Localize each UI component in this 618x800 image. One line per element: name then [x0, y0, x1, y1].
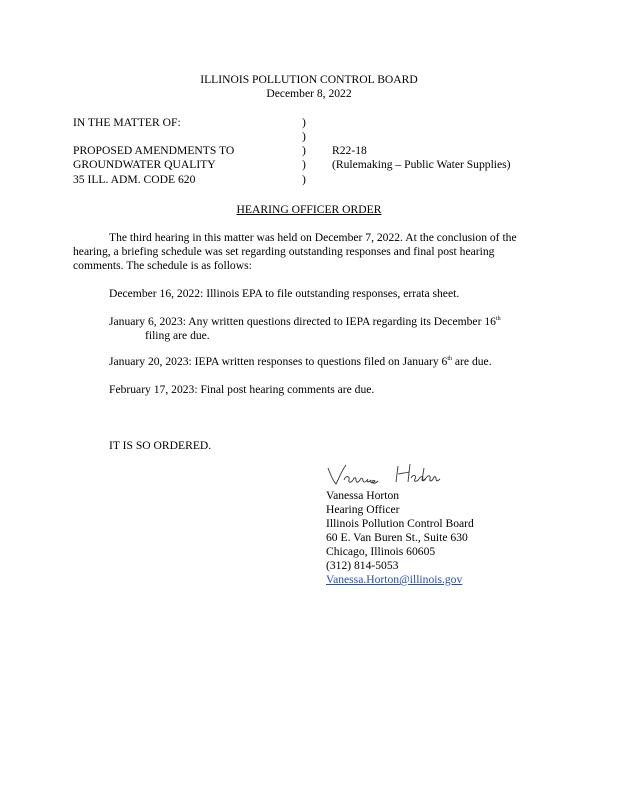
schedule-item: December 16, 2022: Illinois EPA to file outstanding responses, errata sheet.	[109, 287, 460, 300]
caption-bracket: )	[302, 158, 306, 171]
signer-name: Vanessa Horton	[326, 489, 400, 502]
docket-number: R22-18	[332, 144, 367, 157]
schedule-item	[109, 355, 492, 369]
caption-line: GROUNDWATER QUALITY	[73, 158, 216, 171]
order-date: December 8, 2022	[266, 87, 352, 100]
signer-city: Chicago, Illinois 60605	[326, 545, 436, 558]
schedule-item: February 17, 2023: Final post hearing comments are due.	[109, 383, 375, 396]
agency-title: ILLINOIS POLLUTION CONTROL BOARD	[200, 73, 418, 86]
intro-paragraph: The third hearing in this matter was held on December 7, 2022. At the conclusion of the hearing, a briefing schedule was set regarding outstanding responses and final post hearing comments. The schedule is as follows:	[73, 231, 517, 272]
caption-bracket: )	[302, 144, 306, 157]
signer-email-link[interactable]: Vanessa.Horton@illinois.gov	[326, 573, 463, 586]
caption-line: PROPOSED AMENDMENTS TO	[73, 144, 235, 157]
signer-address: 60 E. Van Buren St., Suite 630	[326, 531, 468, 544]
ordinal-suffix: th	[447, 356, 452, 363]
schedule-item-continuation: filing are due.	[145, 329, 210, 342]
order-title: HEARING OFFICER ORDER	[236, 203, 382, 216]
caption-bracket: )	[302, 130, 306, 143]
signer-phone: (312) 814-5053	[326, 559, 399, 572]
caption-bracket: )	[302, 173, 306, 186]
schedule-item	[109, 315, 501, 329]
schedule-item-text: January 6, 2023: Any written questions directed to IEPA regarding its December 16	[109, 315, 496, 328]
docket-subject: (Rulemaking – Public Water Supplies)	[332, 158, 511, 171]
schedule-item-text: are due.	[452, 355, 492, 368]
caption-bracket: )	[302, 116, 306, 129]
schedule-item-text: January 20, 2023: IEPA written responses to questions filed on January 6	[109, 355, 448, 368]
ordinal-suffix: th	[495, 316, 501, 323]
caption-line: IN THE MATTER OF:	[73, 116, 181, 129]
signer-title: Hearing Officer	[326, 503, 400, 516]
signer-organization: Illinois Pollution Control Board	[326, 517, 474, 530]
caption-line: 35 ILL. ADM. CODE 620	[73, 173, 196, 186]
closing-statement: IT IS SO ORDERED.	[109, 439, 212, 452]
